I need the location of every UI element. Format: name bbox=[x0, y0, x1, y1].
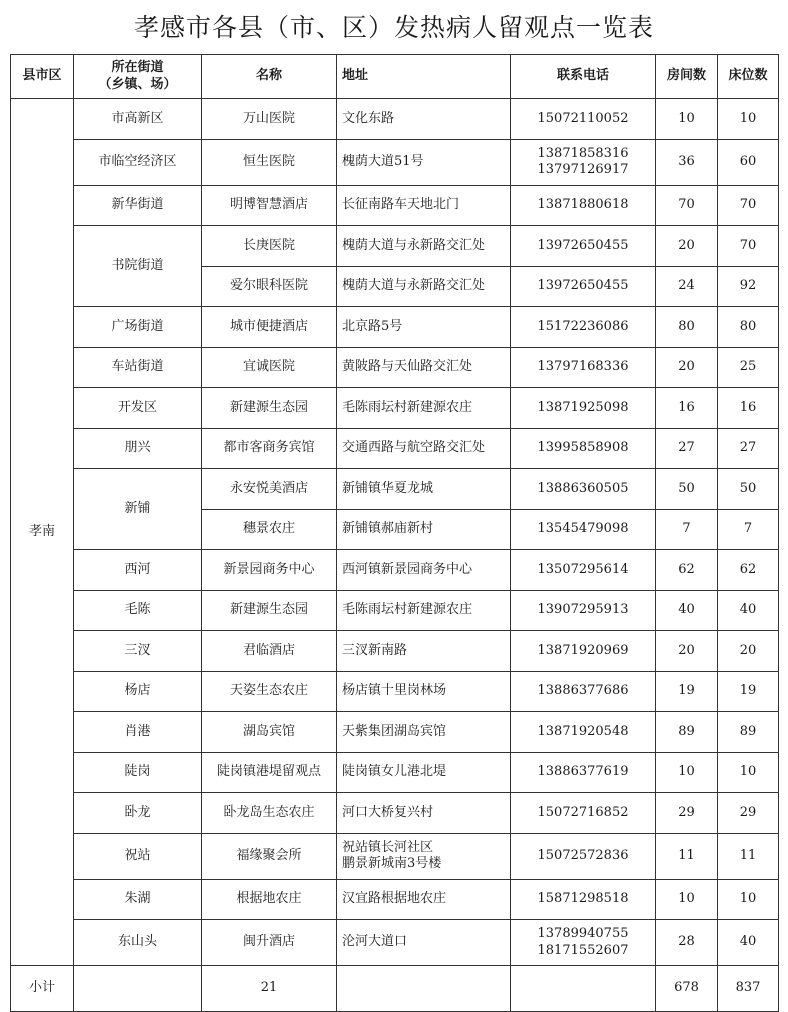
phone-number: 13995858908 bbox=[537, 440, 629, 456]
phone-number: 13545479098 bbox=[537, 521, 629, 537]
phone-number: 15072572836 bbox=[537, 847, 629, 863]
phone-number: 13871858316 bbox=[537, 145, 629, 161]
street-cell: 毛陈 bbox=[74, 590, 202, 631]
address-line: 交通西路与航空路交汇处 bbox=[342, 440, 486, 456]
address-line: 西河镇新景园商务中心 bbox=[342, 561, 473, 577]
street-cell: 新华街道 bbox=[74, 185, 202, 226]
address-line: 槐荫大道与永新路交汇处 bbox=[342, 237, 486, 253]
name-cell: 宜诚医院 bbox=[202, 347, 337, 388]
name-cell: 城市便捷酒店 bbox=[202, 307, 337, 348]
name-cell: 根据地农庄 bbox=[202, 879, 337, 920]
rooms-cell: 7 bbox=[656, 509, 718, 550]
phone-cell bbox=[511, 428, 656, 469]
street-cell: 陡岗 bbox=[74, 752, 202, 793]
phone-cell bbox=[511, 550, 656, 591]
header-name: 名称 bbox=[202, 55, 337, 99]
phone-number: 13886377686 bbox=[537, 683, 629, 699]
name-cell: 天姿生态农庄 bbox=[202, 671, 337, 712]
table-row bbox=[11, 469, 779, 510]
phone-cell bbox=[511, 752, 656, 793]
table-row bbox=[11, 833, 779, 879]
rooms-cell: 28 bbox=[656, 920, 718, 966]
street-cell: 朋兴 bbox=[74, 428, 202, 469]
rooms-cell: 19 bbox=[656, 671, 718, 712]
table-row bbox=[11, 671, 779, 712]
phone-number: 13907295913 bbox=[537, 602, 629, 618]
phone-cell bbox=[511, 347, 656, 388]
phone-number: 13972650455 bbox=[537, 278, 629, 294]
table-row bbox=[11, 139, 779, 185]
header-street-line2: （乡镇、场） bbox=[98, 76, 177, 92]
address-cell bbox=[337, 752, 511, 793]
county-cell: 孝南 bbox=[11, 99, 74, 966]
address-line: 祝站镇长河社区 bbox=[342, 839, 434, 855]
address-line: 长征南路车天地北门 bbox=[342, 197, 460, 213]
phone-number: 13797168336 bbox=[537, 359, 629, 375]
name-cell: 湖岛宾馆 bbox=[202, 712, 337, 753]
phone-cell bbox=[511, 185, 656, 226]
table-row bbox=[11, 920, 779, 966]
address-line: 鹏景新城南3号楼 bbox=[342, 856, 442, 871]
address-cell bbox=[337, 833, 511, 879]
rooms-cell: 20 bbox=[656, 226, 718, 267]
rooms-cell: 36 bbox=[656, 139, 718, 185]
phone-cell bbox=[511, 631, 656, 672]
beds-cell: 10 bbox=[718, 879, 779, 920]
table-row bbox=[11, 307, 779, 348]
street-cell: 市临空经济区 bbox=[74, 139, 202, 185]
address-line: 沦河大道口 bbox=[342, 934, 408, 950]
header-county: 县市区 bbox=[11, 55, 74, 99]
address-cell bbox=[337, 550, 511, 591]
rooms-cell: 70 bbox=[656, 185, 718, 226]
phone-number: 13871925098 bbox=[537, 399, 629, 415]
subtotal-beds: 837 bbox=[718, 966, 779, 1012]
phone-cell bbox=[511, 833, 656, 879]
address-line: 槐荫大道与永新路交汇处 bbox=[342, 278, 486, 294]
address-line: 新铺镇郝庙新村 bbox=[342, 521, 434, 537]
beds-cell: 60 bbox=[718, 139, 779, 185]
beds-cell: 40 bbox=[718, 590, 779, 631]
name-cell: 明博智慧酒店 bbox=[202, 185, 337, 226]
address-cell bbox=[337, 469, 511, 510]
subtotal-rooms: 678 bbox=[656, 966, 718, 1012]
rooms-cell: 50 bbox=[656, 469, 718, 510]
rooms-cell: 27 bbox=[656, 428, 718, 469]
rooms-cell: 10 bbox=[656, 879, 718, 920]
address-line: 新铺镇华夏龙城 bbox=[342, 480, 434, 496]
address-cell bbox=[337, 226, 511, 267]
table-row bbox=[11, 428, 779, 469]
phone-cell bbox=[511, 307, 656, 348]
header-beds: 床位数 bbox=[718, 55, 779, 99]
name-cell: 陡岗镇港堤留观点 bbox=[202, 752, 337, 793]
name-cell: 新建源生态园 bbox=[202, 388, 337, 429]
header-street bbox=[74, 55, 202, 99]
header-street-line1: 所在街道 bbox=[111, 60, 164, 76]
header-phone: 联系电话 bbox=[511, 55, 656, 99]
rooms-cell: 20 bbox=[656, 631, 718, 672]
address-line: 河口大桥复兴村 bbox=[342, 804, 434, 820]
address-cell bbox=[337, 388, 511, 429]
street-cell: 朱湖 bbox=[74, 879, 202, 920]
beds-cell: 80 bbox=[718, 307, 779, 348]
phone-cell bbox=[511, 469, 656, 510]
beds-cell: 16 bbox=[718, 388, 779, 429]
phone-cell bbox=[511, 139, 656, 185]
phone-cell bbox=[511, 671, 656, 712]
rooms-cell: 11 bbox=[656, 833, 718, 879]
subtotal-label: 小计 bbox=[11, 966, 74, 1012]
address-line: 文化东路 bbox=[342, 110, 395, 126]
subtotal-count: 21 bbox=[202, 966, 337, 1012]
street-cell: 市高新区 bbox=[74, 99, 202, 140]
phone-number: 13972650455 bbox=[537, 237, 629, 253]
beds-cell: 29 bbox=[718, 793, 779, 834]
name-cell: 万山医院 bbox=[202, 99, 337, 140]
beds-cell: 10 bbox=[718, 752, 779, 793]
phone-cell bbox=[511, 226, 656, 267]
beds-cell: 70 bbox=[718, 185, 779, 226]
page-title: 孝感市各县（市、区）发热病人留观点一览表 bbox=[133, 13, 654, 42]
phone-cell bbox=[511, 388, 656, 429]
phone-number: 13886360505 bbox=[537, 480, 629, 496]
table-row bbox=[11, 590, 779, 631]
table-body bbox=[11, 99, 779, 1012]
phone-cell bbox=[511, 712, 656, 753]
name-cell: 都市客商务宾馆 bbox=[202, 428, 337, 469]
beds-cell: 20 bbox=[718, 631, 779, 672]
street-cell: 杨店 bbox=[74, 671, 202, 712]
street-cell: 卧龙 bbox=[74, 793, 202, 834]
rooms-cell: 80 bbox=[656, 307, 718, 348]
phone-number: 13886377619 bbox=[537, 764, 629, 780]
street-cell: 祝站 bbox=[74, 833, 202, 879]
beds-cell: 62 bbox=[718, 550, 779, 591]
rooms-cell: 62 bbox=[656, 550, 718, 591]
street-cell: 车站街道 bbox=[74, 347, 202, 388]
beds-cell: 19 bbox=[718, 671, 779, 712]
street-cell: 肖港 bbox=[74, 712, 202, 753]
phone-cell bbox=[511, 99, 656, 140]
phone-cell bbox=[511, 793, 656, 834]
address-line: 毛陈雨坛村新建源农庄 bbox=[342, 602, 473, 618]
subtotal-empty bbox=[74, 966, 202, 1012]
street-cell: 广场街道 bbox=[74, 307, 202, 348]
phone-cell bbox=[511, 920, 656, 966]
name-cell: 新景园商务中心 bbox=[202, 550, 337, 591]
phone-number: 15072716852 bbox=[537, 804, 629, 820]
address-cell bbox=[337, 428, 511, 469]
table-row bbox=[11, 347, 779, 388]
street-cell: 东山头 bbox=[74, 920, 202, 966]
table-row bbox=[11, 388, 779, 429]
header-address: 地址 bbox=[337, 55, 511, 99]
address-cell bbox=[337, 185, 511, 226]
table-row bbox=[11, 631, 779, 672]
table-row bbox=[11, 226, 779, 267]
rooms-cell: 20 bbox=[656, 347, 718, 388]
address-line: 三汊新南路 bbox=[342, 642, 408, 658]
beds-cell: 25 bbox=[718, 347, 779, 388]
name-cell: 穗景农庄 bbox=[202, 509, 337, 550]
subtotal-empty bbox=[511, 966, 656, 1012]
address-line: 北京路5号 bbox=[342, 318, 403, 334]
name-cell: 卧龙岛生态农庄 bbox=[202, 793, 337, 834]
beds-cell: 89 bbox=[718, 712, 779, 753]
address-line: 杨店镇十里岗林场 bbox=[342, 683, 447, 699]
rooms-cell: 29 bbox=[656, 793, 718, 834]
phone-number: 18171552607 bbox=[537, 942, 629, 958]
address-cell bbox=[337, 99, 511, 140]
phone-number: 13797126917 bbox=[537, 162, 629, 177]
table-row bbox=[11, 793, 779, 834]
beds-cell: 7 bbox=[718, 509, 779, 550]
street-cell: 新铺 bbox=[74, 469, 202, 550]
address-cell bbox=[337, 139, 511, 185]
address-cell bbox=[337, 879, 511, 920]
name-cell: 闽升酒店 bbox=[202, 920, 337, 966]
beds-cell: 40 bbox=[718, 920, 779, 966]
beds-cell: 11 bbox=[718, 833, 779, 879]
table-row bbox=[11, 550, 779, 591]
address-line: 陡岗镇女儿港北堤 bbox=[342, 764, 447, 780]
rooms-cell: 40 bbox=[656, 590, 718, 631]
beds-cell: 50 bbox=[718, 469, 779, 510]
rooms-cell: 89 bbox=[656, 712, 718, 753]
phone-cell bbox=[511, 266, 656, 307]
phone-number: 15072110052 bbox=[537, 110, 629, 126]
address-line: 天紫集团湖岛宾馆 bbox=[342, 723, 447, 739]
name-cell: 君临酒店 bbox=[202, 631, 337, 672]
observation-points-table bbox=[10, 54, 779, 1012]
phone-cell bbox=[511, 509, 656, 550]
rooms-cell: 10 bbox=[656, 752, 718, 793]
address-cell bbox=[337, 590, 511, 631]
phone-number: 13871920548 bbox=[537, 723, 629, 739]
phone-cell bbox=[511, 879, 656, 920]
table-row bbox=[11, 185, 779, 226]
table-row bbox=[11, 879, 779, 920]
phone-number: 15871298518 bbox=[537, 891, 629, 907]
header-rooms: 房间数 bbox=[656, 55, 718, 99]
address-line: 汉宜路根据地农庄 bbox=[342, 891, 447, 907]
table-row bbox=[11, 99, 779, 140]
beds-cell: 10 bbox=[718, 99, 779, 140]
address-cell bbox=[337, 793, 511, 834]
name-cell: 恒生医院 bbox=[202, 139, 337, 185]
phone-cell bbox=[511, 590, 656, 631]
beds-cell: 92 bbox=[718, 266, 779, 307]
beds-cell: 70 bbox=[718, 226, 779, 267]
address-line: 毛陈雨坛村新建源农庄 bbox=[342, 399, 473, 415]
address-cell bbox=[337, 631, 511, 672]
phone-number: 13789940755 bbox=[537, 926, 629, 942]
address-cell bbox=[337, 712, 511, 753]
phone-number: 13507295614 bbox=[537, 561, 629, 577]
phone-number: 13871920969 bbox=[537, 642, 629, 658]
name-cell: 新建源生态园 bbox=[202, 590, 337, 631]
address-cell bbox=[337, 671, 511, 712]
street-cell: 开发区 bbox=[74, 388, 202, 429]
name-cell: 永安悦美酒店 bbox=[202, 469, 337, 510]
address-line: 黄陂路与天仙路交汇处 bbox=[342, 359, 473, 375]
address-line: 槐荫大道51号 bbox=[342, 153, 424, 169]
address-cell bbox=[337, 266, 511, 307]
address-cell bbox=[337, 347, 511, 388]
rooms-cell: 16 bbox=[656, 388, 718, 429]
street-cell: 书院街道 bbox=[74, 226, 202, 307]
subtotal-row bbox=[11, 966, 779, 1012]
name-cell: 长庚医院 bbox=[202, 226, 337, 267]
beds-cell: 27 bbox=[718, 428, 779, 469]
rooms-cell: 10 bbox=[656, 99, 718, 140]
street-cell: 三汊 bbox=[74, 631, 202, 672]
name-cell: 福缘聚会所 bbox=[202, 833, 337, 879]
address-cell bbox=[337, 307, 511, 348]
phone-number: 15172236086 bbox=[537, 318, 629, 334]
address-cell bbox=[337, 509, 511, 550]
street-cell: 西河 bbox=[74, 550, 202, 591]
table-row bbox=[11, 752, 779, 793]
subtotal-empty bbox=[337, 966, 511, 1012]
phone-number: 13871880618 bbox=[537, 197, 629, 213]
rooms-cell: 24 bbox=[656, 266, 718, 307]
address-cell bbox=[337, 920, 511, 966]
table-header-row bbox=[11, 55, 779, 99]
table-row bbox=[11, 712, 779, 753]
name-cell: 爱尔眼科医院 bbox=[202, 266, 337, 307]
